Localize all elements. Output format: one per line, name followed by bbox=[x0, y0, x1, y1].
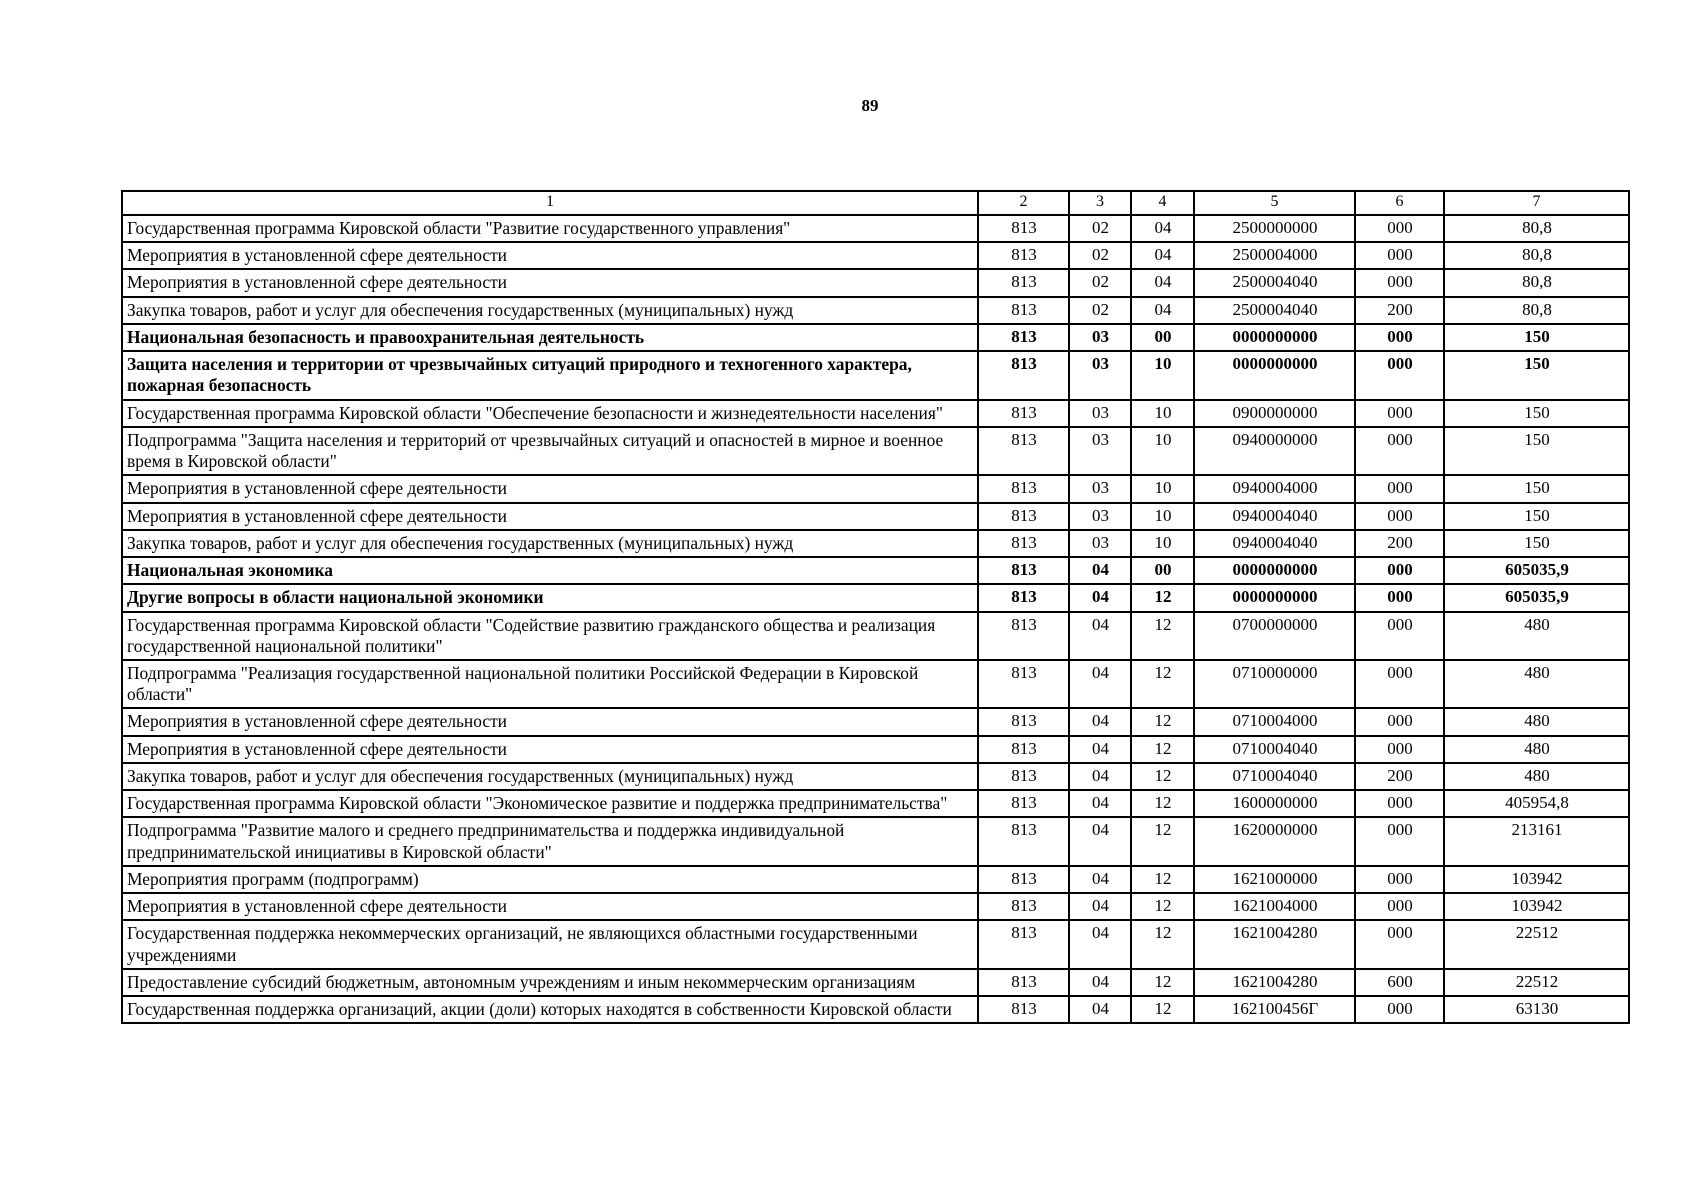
row-subsection-cell: 12 bbox=[1131, 708, 1194, 735]
row-target-article-cell: 2500000000 bbox=[1194, 215, 1355, 242]
row-grbs-cell: 813 bbox=[978, 763, 1069, 790]
header-col-7: 7 bbox=[1444, 191, 1629, 215]
row-name-cell: Государственная программа Кировской области "Содействие развитию гражданского общества и реализация государственной национальной политики" bbox=[122, 612, 978, 660]
row-expense-type-cell: 000 bbox=[1355, 324, 1444, 351]
row-amount-cell: 605035,9 bbox=[1444, 557, 1629, 584]
row-section-cell: 04 bbox=[1069, 708, 1131, 735]
table-row bbox=[122, 557, 1629, 584]
table-row bbox=[122, 215, 1629, 242]
row-section-cell: 02 bbox=[1069, 215, 1131, 242]
row-section-cell: 04 bbox=[1069, 893, 1131, 920]
row-name-cell: Предоставление субсидий бюджетным, автономным учреждениям и иным некоммерческим организациям bbox=[122, 969, 978, 996]
row-target-article-cell: 0710004040 bbox=[1194, 736, 1355, 763]
row-grbs-cell: 813 bbox=[978, 996, 1069, 1023]
row-expense-type-cell: 000 bbox=[1355, 708, 1444, 735]
row-name-cell: Государственная программа Кировской области "Обеспечение безопасности и жизнедеятельности населения" bbox=[122, 400, 978, 427]
row-grbs-cell: 813 bbox=[978, 242, 1069, 269]
row-amount-cell: 150 bbox=[1444, 503, 1629, 530]
row-section-cell: 04 bbox=[1069, 584, 1131, 611]
row-target-article-cell: 1621004280 bbox=[1194, 920, 1355, 968]
row-subsection-cell: 12 bbox=[1131, 996, 1194, 1023]
row-target-article-cell: 162100456Г bbox=[1194, 996, 1355, 1023]
table-row bbox=[122, 969, 1629, 996]
table-row bbox=[122, 817, 1629, 865]
table-row bbox=[122, 400, 1629, 427]
row-name-cell: Подпрограмма "Реализация государственной национальной политики Российской Федерации в Кировской области" bbox=[122, 660, 978, 708]
table-row bbox=[122, 893, 1629, 920]
row-target-article-cell: 2500004040 bbox=[1194, 269, 1355, 296]
row-name-cell: Подпрограмма "Защита населения и территорий от чрезвычайных ситуаций и опасностей в мирное и военное время в Кировской области" bbox=[122, 427, 978, 475]
row-subsection-cell: 12 bbox=[1131, 763, 1194, 790]
row-target-article-cell: 0000000000 bbox=[1194, 557, 1355, 584]
row-expense-type-cell: 000 bbox=[1355, 736, 1444, 763]
row-grbs-cell: 813 bbox=[978, 584, 1069, 611]
row-section-cell: 04 bbox=[1069, 612, 1131, 660]
row-grbs-cell: 813 bbox=[978, 660, 1069, 708]
row-subsection-cell: 10 bbox=[1131, 427, 1194, 475]
table-row bbox=[122, 530, 1629, 557]
table-header bbox=[122, 191, 1629, 215]
row-subsection-cell: 04 bbox=[1131, 215, 1194, 242]
header-col-4: 4 bbox=[1131, 191, 1194, 215]
row-amount-cell: 480 bbox=[1444, 708, 1629, 735]
row-subsection-cell: 12 bbox=[1131, 866, 1194, 893]
row-grbs-cell: 813 bbox=[978, 503, 1069, 530]
row-grbs-cell: 813 bbox=[978, 427, 1069, 475]
row-section-cell: 03 bbox=[1069, 427, 1131, 475]
row-grbs-cell: 813 bbox=[978, 612, 1069, 660]
row-amount-cell: 80,8 bbox=[1444, 215, 1629, 242]
row-target-article-cell: 0940004040 bbox=[1194, 530, 1355, 557]
header-col-6: 6 bbox=[1355, 191, 1444, 215]
row-section-cell: 02 bbox=[1069, 297, 1131, 324]
row-expense-type-cell: 000 bbox=[1355, 866, 1444, 893]
row-expense-type-cell: 000 bbox=[1355, 215, 1444, 242]
row-section-cell: 04 bbox=[1069, 996, 1131, 1023]
row-grbs-cell: 813 bbox=[978, 893, 1069, 920]
row-amount-cell: 103942 bbox=[1444, 893, 1629, 920]
row-amount-cell: 63130 bbox=[1444, 996, 1629, 1023]
row-section-cell: 04 bbox=[1069, 866, 1131, 893]
row-amount-cell: 103942 bbox=[1444, 866, 1629, 893]
row-expense-type-cell: 000 bbox=[1355, 242, 1444, 269]
row-grbs-cell: 813 bbox=[978, 866, 1069, 893]
row-section-cell: 03 bbox=[1069, 351, 1131, 399]
row-target-article-cell: 1621004280 bbox=[1194, 969, 1355, 996]
row-name-cell: Мероприятия программ (подпрограмм) bbox=[122, 866, 978, 893]
table-row bbox=[122, 427, 1629, 475]
row-amount-cell: 150 bbox=[1444, 324, 1629, 351]
row-amount-cell: 150 bbox=[1444, 475, 1629, 502]
row-expense-type-cell: 000 bbox=[1355, 503, 1444, 530]
header-col-3: 3 bbox=[1069, 191, 1131, 215]
row-amount-cell: 480 bbox=[1444, 736, 1629, 763]
row-amount-cell: 480 bbox=[1444, 612, 1629, 660]
table-row bbox=[122, 736, 1629, 763]
row-target-article-cell: 0000000000 bbox=[1194, 324, 1355, 351]
row-name-cell: Мероприятия в установленной сфере деятельности bbox=[122, 708, 978, 735]
table-row bbox=[122, 996, 1629, 1023]
row-amount-cell: 405954,8 bbox=[1444, 790, 1629, 817]
row-subsection-cell: 04 bbox=[1131, 269, 1194, 296]
row-name-cell: Мероприятия в установленной сфере деятельности bbox=[122, 736, 978, 763]
table-row bbox=[122, 584, 1629, 611]
row-section-cell: 04 bbox=[1069, 817, 1131, 865]
row-expense-type-cell: 200 bbox=[1355, 297, 1444, 324]
row-target-article-cell: 0900000000 bbox=[1194, 400, 1355, 427]
row-expense-type-cell: 000 bbox=[1355, 557, 1444, 584]
row-grbs-cell: 813 bbox=[978, 969, 1069, 996]
row-expense-type-cell: 000 bbox=[1355, 790, 1444, 817]
row-subsection-cell: 12 bbox=[1131, 612, 1194, 660]
row-amount-cell: 22512 bbox=[1444, 969, 1629, 996]
row-grbs-cell: 813 bbox=[978, 530, 1069, 557]
row-name-cell: Государственная программа Кировской области "Развитие государственного управления" bbox=[122, 215, 978, 242]
row-section-cell: 03 bbox=[1069, 324, 1131, 351]
row-name-cell: Закупка товаров, работ и услуг для обеспечения государственных (муниципальных) нужд bbox=[122, 297, 978, 324]
row-amount-cell: 605035,9 bbox=[1444, 584, 1629, 611]
table-row bbox=[122, 242, 1629, 269]
header-row bbox=[122, 191, 1629, 215]
row-amount-cell: 480 bbox=[1444, 660, 1629, 708]
row-target-article-cell: 0710004040 bbox=[1194, 763, 1355, 790]
row-name-cell: Защита населения и территории от чрезвычайных ситуаций природного и техногенного характера, пожарная безопасность bbox=[122, 351, 978, 399]
table-row bbox=[122, 324, 1629, 351]
table-row bbox=[122, 920, 1629, 968]
row-expense-type-cell: 000 bbox=[1355, 920, 1444, 968]
row-target-article-cell: 0710000000 bbox=[1194, 660, 1355, 708]
row-target-article-cell: 0940004040 bbox=[1194, 503, 1355, 530]
row-amount-cell: 150 bbox=[1444, 351, 1629, 399]
table-body bbox=[122, 215, 1629, 1023]
row-subsection-cell: 04 bbox=[1131, 297, 1194, 324]
row-expense-type-cell: 000 bbox=[1355, 400, 1444, 427]
row-target-article-cell: 0000000000 bbox=[1194, 351, 1355, 399]
row-section-cell: 03 bbox=[1069, 475, 1131, 502]
row-subsection-cell: 00 bbox=[1131, 324, 1194, 351]
row-expense-type-cell: 000 bbox=[1355, 996, 1444, 1023]
table-row bbox=[122, 708, 1629, 735]
row-section-cell: 04 bbox=[1069, 763, 1131, 790]
table-row bbox=[122, 866, 1629, 893]
row-subsection-cell: 12 bbox=[1131, 660, 1194, 708]
row-amount-cell: 213161 bbox=[1444, 817, 1629, 865]
table-row bbox=[122, 351, 1629, 399]
row-grbs-cell: 813 bbox=[978, 817, 1069, 865]
row-section-cell: 04 bbox=[1069, 736, 1131, 763]
row-target-article-cell: 1621000000 bbox=[1194, 866, 1355, 893]
row-name-cell: Государственная программа Кировской области "Экономическое развитие и поддержка предпринимательства" bbox=[122, 790, 978, 817]
row-expense-type-cell: 000 bbox=[1355, 660, 1444, 708]
row-expense-type-cell: 200 bbox=[1355, 530, 1444, 557]
row-expense-type-cell: 000 bbox=[1355, 817, 1444, 865]
row-target-article-cell: 1621004000 bbox=[1194, 893, 1355, 920]
row-name-cell: Государственная поддержка некоммерческих организаций, не являющихся областными государственными учреждениями bbox=[122, 920, 978, 968]
row-section-cell: 02 bbox=[1069, 242, 1131, 269]
row-amount-cell: 150 bbox=[1444, 530, 1629, 557]
row-subsection-cell: 12 bbox=[1131, 736, 1194, 763]
row-target-article-cell: 2500004000 bbox=[1194, 242, 1355, 269]
row-subsection-cell: 12 bbox=[1131, 969, 1194, 996]
row-subsection-cell: 10 bbox=[1131, 475, 1194, 502]
table-row bbox=[122, 763, 1629, 790]
row-subsection-cell: 12 bbox=[1131, 584, 1194, 611]
row-grbs-cell: 813 bbox=[978, 324, 1069, 351]
table-row bbox=[122, 269, 1629, 296]
row-grbs-cell: 813 bbox=[978, 351, 1069, 399]
row-expense-type-cell: 000 bbox=[1355, 351, 1444, 399]
table-row bbox=[122, 297, 1629, 324]
row-subsection-cell: 12 bbox=[1131, 920, 1194, 968]
row-section-cell: 03 bbox=[1069, 530, 1131, 557]
row-target-article-cell: 0000000000 bbox=[1194, 584, 1355, 611]
row-grbs-cell: 813 bbox=[978, 920, 1069, 968]
header-col-2: 2 bbox=[978, 191, 1069, 215]
row-target-article-cell: 2500004040 bbox=[1194, 297, 1355, 324]
row-name-cell: Государственная поддержка организаций, акции (доли) которых находятся в собственности Кировской области bbox=[122, 996, 978, 1023]
row-grbs-cell: 813 bbox=[978, 790, 1069, 817]
row-expense-type-cell: 000 bbox=[1355, 612, 1444, 660]
row-section-cell: 02 bbox=[1069, 269, 1131, 296]
row-name-cell: Закупка товаров, работ и услуг для обеспечения государственных (муниципальных) нужд bbox=[122, 763, 978, 790]
row-amount-cell: 480 bbox=[1444, 763, 1629, 790]
row-target-article-cell: 0700000000 bbox=[1194, 612, 1355, 660]
table-row bbox=[122, 503, 1629, 530]
row-grbs-cell: 813 bbox=[978, 297, 1069, 324]
table-row bbox=[122, 790, 1629, 817]
table-row bbox=[122, 660, 1629, 708]
row-expense-type-cell: 000 bbox=[1355, 269, 1444, 296]
row-name-cell: Мероприятия в установленной сфере деятельности bbox=[122, 475, 978, 502]
row-target-article-cell: 0710004000 bbox=[1194, 708, 1355, 735]
row-section-cell: 04 bbox=[1069, 660, 1131, 708]
row-subsection-cell: 12 bbox=[1131, 817, 1194, 865]
row-target-article-cell: 0940004000 bbox=[1194, 475, 1355, 502]
row-grbs-cell: 813 bbox=[978, 708, 1069, 735]
row-amount-cell: 22512 bbox=[1444, 920, 1629, 968]
row-section-cell: 04 bbox=[1069, 920, 1131, 968]
row-expense-type-cell: 200 bbox=[1355, 763, 1444, 790]
row-name-cell: Закупка товаров, работ и услуг для обеспечения государственных (муниципальных) нужд bbox=[122, 530, 978, 557]
row-subsection-cell: 12 bbox=[1131, 790, 1194, 817]
row-name-cell: Мероприятия в установленной сфере деятельности bbox=[122, 893, 978, 920]
row-section-cell: 03 bbox=[1069, 503, 1131, 530]
row-grbs-cell: 813 bbox=[978, 269, 1069, 296]
table-row bbox=[122, 475, 1629, 502]
row-grbs-cell: 813 bbox=[978, 215, 1069, 242]
row-expense-type-cell: 000 bbox=[1355, 475, 1444, 502]
row-expense-type-cell: 000 bbox=[1355, 427, 1444, 475]
budget-table bbox=[121, 190, 1630, 1024]
row-name-cell: Другие вопросы в области национальной экономики bbox=[122, 584, 978, 611]
row-amount-cell: 150 bbox=[1444, 427, 1629, 475]
row-grbs-cell: 813 bbox=[978, 400, 1069, 427]
row-target-article-cell: 1620000000 bbox=[1194, 817, 1355, 865]
row-name-cell: Подпрограмма "Развитие малого и среднего предпринимательства и поддержка индивидуальной предпринимательской инициативы в Кировской области" bbox=[122, 817, 978, 865]
row-expense-type-cell: 600 bbox=[1355, 969, 1444, 996]
row-target-article-cell: 0940000000 bbox=[1194, 427, 1355, 475]
row-amount-cell: 150 bbox=[1444, 400, 1629, 427]
row-name-cell: Мероприятия в установленной сфере деятельности bbox=[122, 503, 978, 530]
row-section-cell: 03 bbox=[1069, 400, 1131, 427]
row-target-article-cell: 1600000000 bbox=[1194, 790, 1355, 817]
header-col-1: 1 bbox=[122, 191, 978, 215]
row-section-cell: 04 bbox=[1069, 790, 1131, 817]
table-row bbox=[122, 612, 1629, 660]
row-subsection-cell: 10 bbox=[1131, 530, 1194, 557]
row-section-cell: 04 bbox=[1069, 557, 1131, 584]
row-subsection-cell: 12 bbox=[1131, 893, 1194, 920]
row-grbs-cell: 813 bbox=[978, 557, 1069, 584]
row-subsection-cell: 10 bbox=[1131, 351, 1194, 399]
row-amount-cell: 80,8 bbox=[1444, 242, 1629, 269]
row-name-cell: Мероприятия в установленной сфере деятельности bbox=[122, 242, 978, 269]
row-section-cell: 04 bbox=[1069, 969, 1131, 996]
row-amount-cell: 80,8 bbox=[1444, 297, 1629, 324]
row-name-cell: Национальная безопасность и правоохранительная деятельность bbox=[122, 324, 978, 351]
row-expense-type-cell: 000 bbox=[1355, 893, 1444, 920]
row-subsection-cell: 10 bbox=[1131, 400, 1194, 427]
row-subsection-cell: 04 bbox=[1131, 242, 1194, 269]
row-grbs-cell: 813 bbox=[978, 475, 1069, 502]
row-amount-cell: 80,8 bbox=[1444, 269, 1629, 296]
row-grbs-cell: 813 bbox=[978, 736, 1069, 763]
row-name-cell: Мероприятия в установленной сфере деятельности bbox=[122, 269, 978, 296]
row-subsection-cell: 10 bbox=[1131, 503, 1194, 530]
header-col-5: 5 bbox=[1194, 191, 1355, 215]
page-number: 89 bbox=[861, 96, 879, 115]
row-name-cell: Национальная экономика bbox=[122, 557, 978, 584]
row-expense-type-cell: 000 bbox=[1355, 584, 1444, 611]
row-subsection-cell: 00 bbox=[1131, 557, 1194, 584]
